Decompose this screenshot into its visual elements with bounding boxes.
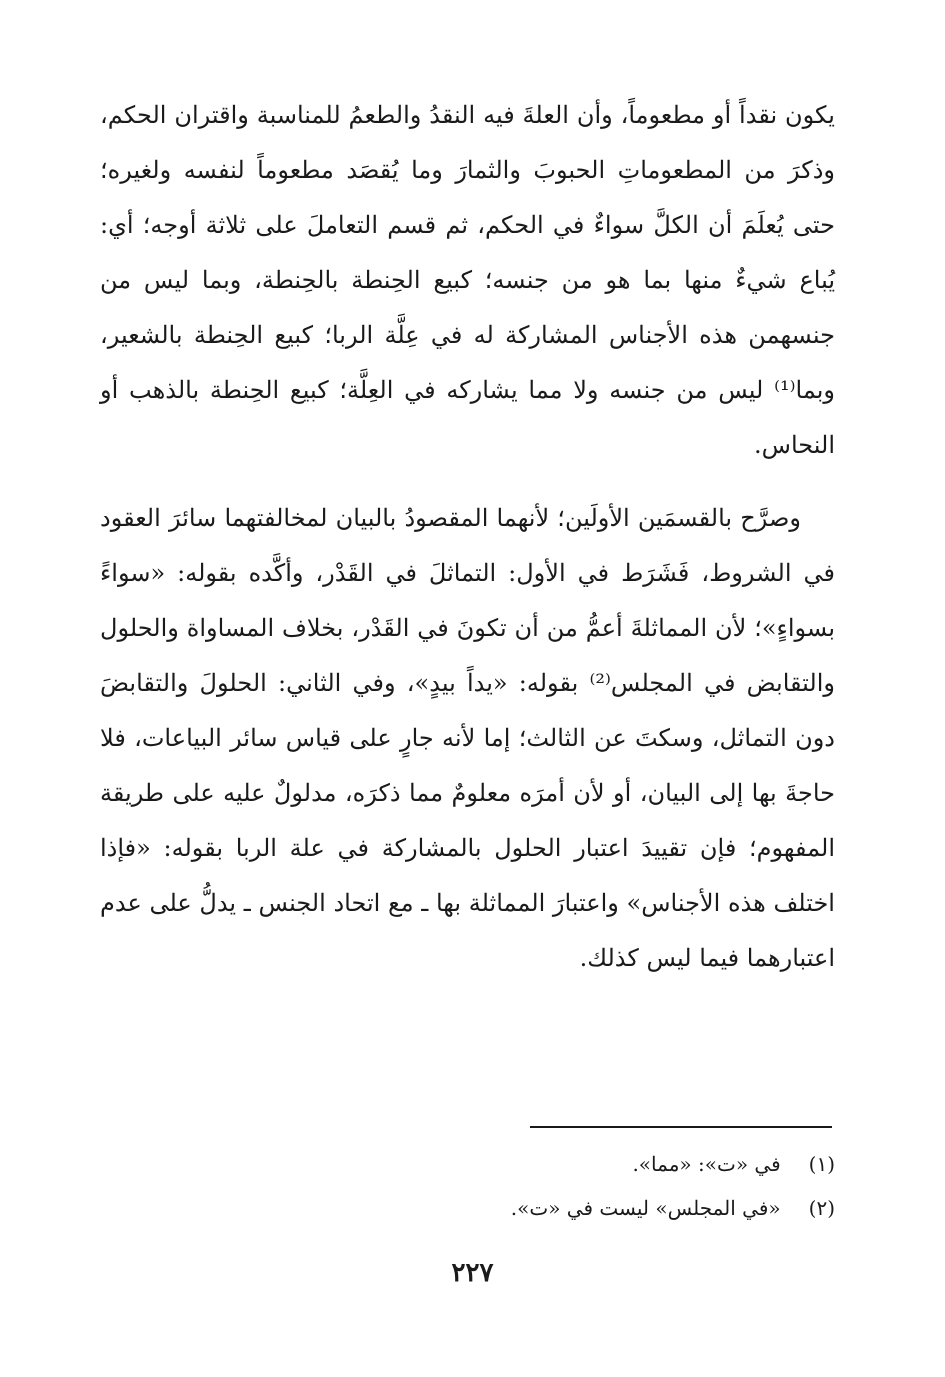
text-line: الحكم، وذكرَ من المطعوماتِ الحبوبَ والثمارَ وما يُقصَد مطعوماً لنفسه [100, 101, 836, 184]
footnotes [100, 1142, 835, 1230]
text-line: بالذهب أو النحاس. [100, 376, 835, 459]
footnote-2 [100, 1186, 835, 1230]
main-text [100, 88, 835, 986]
footnote-text: في «ت»: «مما». [632, 1152, 781, 1176]
paragraph-1 [100, 88, 835, 473]
text-line: معلومٌ مما ذكرَه، مدلولٌ عليه على طريقة المفهوم؛ فإن تقييدَ اعتبار [100, 779, 835, 862]
text-line: وفي الثاني: الحلولَ والتقابضَ دون التماثل، وسكتَ عن الثالث؛ إما [100, 669, 835, 752]
text-line: وصرَّح بالقسمَين الأولَين؛ لأنهما المقصودُ بالبيان لمخالفتهما [224, 504, 801, 532]
page-number: ٢٢٧ [451, 1258, 494, 1288]
footnote-1 [100, 1142, 835, 1186]
paragraph-gap [100, 473, 835, 491]
text-line: ليس كذلك. [579, 944, 692, 972]
footnote-divider [530, 1126, 832, 1128]
text-line: بقوله: «سواءً بسواءٍ»؛ لأن المماثلةَ أعمُّ من أن تكونَ في القَدْر، [100, 559, 836, 642]
text-line: ليس من جنسهمن هذه الأجناس المشاركة له في عِلَّة الربا؛ كبيع الحِنطة [100, 266, 835, 349]
footnote-text: «في المجلس» ليست في «ت». [510, 1196, 781, 1220]
text-line: أوجه؛ أي: يُباع شيءٌ منها بما هو من جنسه؛ كبيع الحِنطة بالحِنطة، وبما [100, 211, 835, 294]
footnote-number: (٢) [808, 1196, 835, 1220]
text-line: واعتبارَ المماثلة بها ـ مع اتحاد الجنس ـ يدلُّ على عدم اعتبارهما فيما [100, 889, 835, 972]
paragraph-2 [100, 491, 835, 986]
text-line: يكون نقداً أو مطعوماً، وأن العلةَ فيه النقدُ والطعمُ للمناسبة واقتران [174, 101, 835, 129]
text-line: ولغيره؛ حتى يُعلَمَ أن الكلَّ سواءٌ في الحكم، ثم قسم التعاملَ على ثلاثة [100, 156, 835, 239]
text-line: لأنه جارٍ على قياس سائر البياعات، فلا حاجةَ بها إلى البيان، أو لأن أمرَه [100, 724, 835, 807]
text-line: سائرَ العقود في الشروط، فَشَرَط في الأول: التماثلَ في القَدْر، وأكَّده [100, 504, 835, 587]
footnote-number: (١) [808, 1152, 835, 1176]
text-line: الحلول بالمشاركة في علة الربا بقوله: «فإذا اختلف هذه الأجناس» [100, 834, 835, 917]
text-line: بالشعير، وبما⁽¹⁾ ليس من جنسه ولا مما يشاركه في العِلَّة؛ كبيع الحِنطة [100, 321, 835, 404]
text-line: بخلاف المساواة والحلول والتقابض في المجلس⁽²⁾ بقوله: «يداً بيدٍ»، [100, 614, 835, 697]
